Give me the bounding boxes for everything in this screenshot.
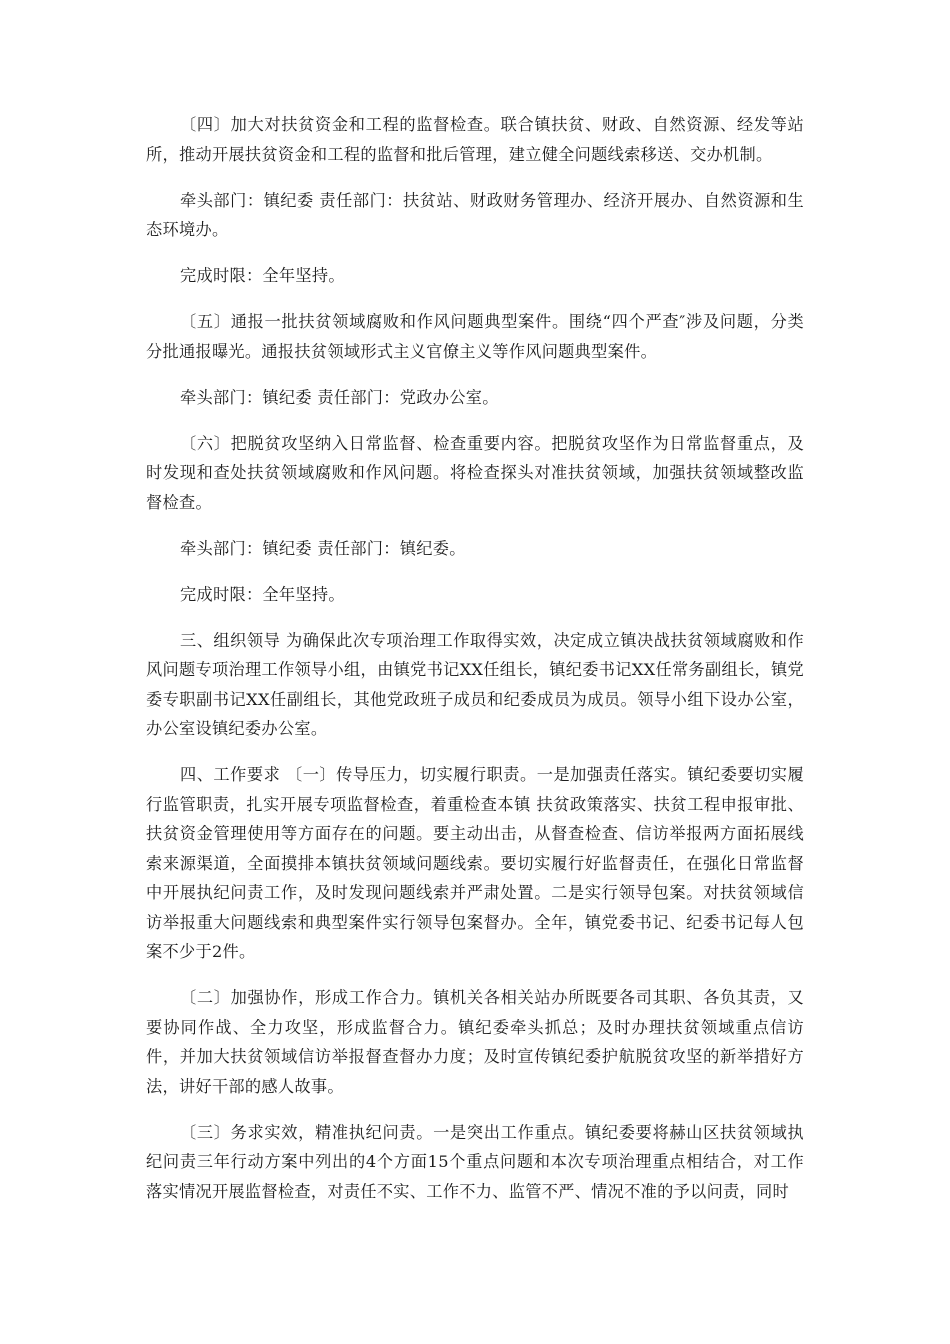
paragraph-deadline: 完成时限：全年坚持。 <box>180 266 345 285</box>
paragraph-section-6-daily-supervision: 〔六〕把脱贫攻坚纳入日常监督、检查重要内容。把脱贫攻坚作为日常监督重点，及时发现和查处扶贫领域腐败和作风问题。将检查探头对准扶贫领域，加强扶贫领域整改监督检查。 <box>146 433 804 512</box>
paragraph-deadline: 完成时限：全年坚持。 <box>180 584 345 604</box>
paragraph-work-requirements: 四、工作要求 〔一〕传导压力，切实履行职责。一是加强责任落实。镇纪委要切实履行监管职责，扎实开展专项监督检查，着重检查本镇 扶贫政策落实、扶贫工程申报审批、扶贫资金管理使用等方面存在的问题。要主动出击，从督查检查、信访举报两方面拓展线索来源渠道，全面摸排本镇扶贫领域问题线索。要切实履行好监督责任，在强化日常监督中开展执纪问责工作，及时发现问题线索并严肃处置。二是实行领导包案。对扶贫领域信访举报重大问题线索和典型案件实行领导包案督办。全年，镇党委书记、纪委书记每人包案不少于2件。 <box>146 765 804 961</box>
paragraph-organization-leadership: 三、组织领导 为确保此次专项治理工作取得实效，决定成立镇决战扶贫领域腐败和作风问题专项治理工作领导小组，由镇党书记XX任组长，镇纪委书记XX任常务副组长，镇党委专职副书记XX任副组长，其他党政班子成员和纪委成员为成员。领导小组下设办公室，办公室设镇纪委办公室。 <box>146 630 804 738</box>
paragraph-cooperation: 〔二〕加强协作，形成工作合力。镇机关各相关站办所既要各司其职、各负其责，又要协同作战、全力攻坚，形成监督合力。镇纪委牵头抓总；及时办理扶贫领域重点信访件，并加大扶贫领域信访举报督查督办力度；及时宣传镇纪委护航脱贫攻坚的新举措好方法，讲好干部的感人故事。 <box>146 988 804 1096</box>
paragraph-lead-department: 牵头部门：镇纪委 责任部门：扶贫站、财政财务管理办、经济开展办、自然资源和生态环境办。 <box>146 190 804 239</box>
paragraph-lead-department: 牵头部门：镇纪委 责任部门：党政办公室。 <box>180 387 499 407</box>
paragraph-accountability: 〔三〕务求实效，精准执纪问责。一是突出工作重点。镇纪委要将赫山区扶贫领域执纪问责三年行动方案中列出的4个方面15个重点问题和本次专项治理重点相结合，对工作落实情况开展监督检查，对责任不实、工作不力、监管不严、情况不准的予以问责，同时 <box>146 1122 804 1201</box>
document-body <box>146 110 804 1223</box>
paragraph-lead-department: 牵头部门：镇纪委 责任部门：镇纪委。 <box>180 538 466 558</box>
paragraph-section-4-funds-supervision: 〔四〕加大对扶贫资金和工程的监督检查。联合镇扶贫、财政、自然资源、经发等站所，推动开展扶贫资金和工程的监督和批后管理，建立健全问题线索移送、交办机制。 <box>146 115 804 164</box>
paragraph-section-5-case-notification: 〔五〕通报一批扶贫领域腐败和作风问题典型案件。围绕“四个严查″涉及问题，分类分批通报曝光。通报扶贫领域形式主义官僚主义等作风问题典型案件。 <box>146 312 804 361</box>
